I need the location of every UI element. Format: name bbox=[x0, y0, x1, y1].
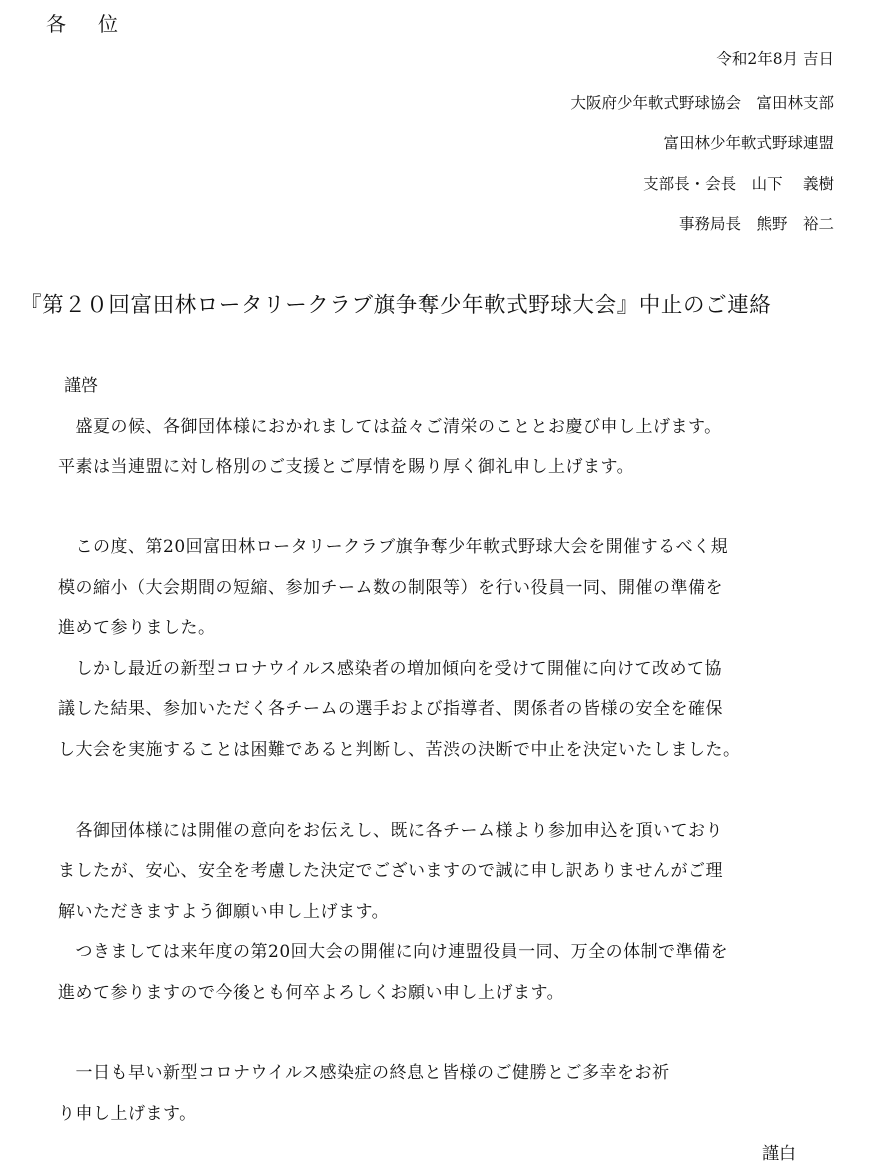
body-line: ましたが、安心、安全を考慮した決定でございますので誠に申し訳ありませんがご理 bbox=[58, 861, 723, 881]
closing-word: 謹白 bbox=[762, 1144, 796, 1164]
sender-chief: 支部長・会長 山下 義樹 bbox=[643, 175, 834, 193]
body-line: 進めて参りました。 bbox=[58, 618, 216, 638]
sender-federation: 富田林少年軟式野球連盟 bbox=[663, 134, 834, 152]
body-line: 盛夏の候、各御団体様におかれましては益々ご清栄のこととお慶び申し上げます。 bbox=[58, 417, 722, 437]
body-line: 平素は当連盟に対し格別のご支援とご厚情を賜り厚く御礼申し上げます。 bbox=[58, 457, 635, 477]
body-line: 解いただきますよう御願い申し上げます。 bbox=[58, 902, 390, 922]
body-line: この度、第20回富田林ロータリークラブ旗争奪少年軟式野球大会を開催するべく規 bbox=[58, 537, 729, 557]
body-line: 各御団体様には開催の意向をお伝えし、既に各チーム様より参加申込を頂いており bbox=[58, 821, 723, 841]
opening-word: 謹啓 bbox=[64, 376, 98, 396]
body-line: り申し上げます。 bbox=[58, 1104, 197, 1124]
body-line: つきましては来年度の第20回大会の開催に向け連盟役員一同、万全の体制で準備を bbox=[58, 942, 729, 962]
date: 令和2年8月 吉日 bbox=[716, 50, 834, 68]
body-line: しかし最近の新型コロナウイルス感染者の増加傾向を受けて開催に向けて改めて協 bbox=[58, 659, 722, 679]
body-line: 議した結果、参加いただく各チームの選手および指導者、関係者の皆様の安全を確保 bbox=[58, 699, 723, 719]
sender-secretary: 事務局長 熊野 裕二 bbox=[678, 215, 834, 233]
body-line: 模の縮小（大会期間の短縮、参加チーム数の制限等）を行い役員一同、開催の準備を bbox=[58, 578, 723, 598]
body-line: 進めて参りますので今後とも何卒よろしくお願い申し上げます。 bbox=[58, 983, 565, 1003]
salutation: 各 位 bbox=[46, 12, 124, 36]
body-line: し大会を実施することは困難であると判断し、苦渋の決断で中止を決定いたしました。 bbox=[58, 740, 741, 760]
sender-association: 大阪府少年軟式野球協会 富田林支部 bbox=[570, 94, 834, 112]
body-line: 一日も早い新型コロナウイルス感染症の終息と皆様のご健勝とご多幸をお祈 bbox=[58, 1063, 670, 1083]
document-title: 『第２０回富田林ロータリークラブ旗争奪少年軟式野球大会』中止のご連絡 bbox=[20, 293, 772, 318]
